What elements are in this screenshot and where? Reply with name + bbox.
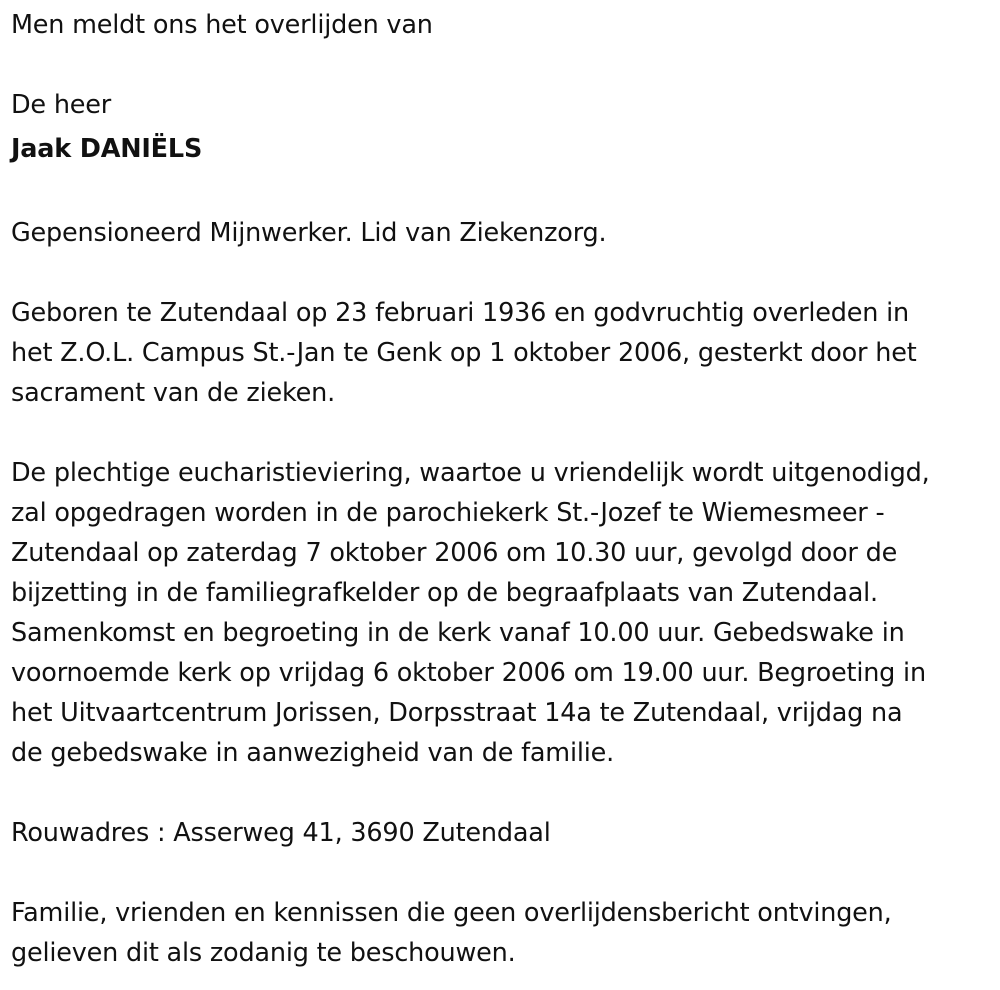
paragraph-line: gelieven dit als zodanig te beschouwen. <box>11 938 516 968</box>
occupation-text: Gepensioneerd Mijnwerker. Lid van Ziekenzorg. <box>11 218 607 248</box>
paragraph-line: Zutendaal op zaterdag 7 oktober 2006 om 10.30 uur, gevolgd door de <box>11 538 898 568</box>
intro-text: Men meldt ons het overlijden van <box>11 10 433 40</box>
salutation-text: De heer <box>11 90 112 120</box>
birth-death-paragraph <box>11 293 991 413</box>
paragraph-line: zal opgedragen worden in de parochiekerk St.-Jozef te Wiemesmeer - <box>11 498 885 528</box>
closing-paragraph <box>11 893 991 973</box>
paragraph-line: sacrament van de zieken. <box>11 378 335 408</box>
spacer <box>11 45 991 85</box>
paragraph-line: Familie, vrienden en kennissen die geen overlijdensbericht ontvingen, <box>11 898 892 928</box>
paragraph-line: De plechtige eucharistieviering, waartoe u vriendelijk wordt uitgenodigd, <box>11 458 930 488</box>
mourning-address: Rouwadres : Asserweg 41, 3690 Zutendaal <box>11 818 551 848</box>
paragraph-line: bijzetting in de familiegrafkelder op de begraafplaats van Zutendaal. <box>11 578 878 608</box>
obituary-document <box>11 5 991 973</box>
spacer <box>11 853 991 893</box>
deceased-name: Jaak DANIËLS <box>11 134 203 164</box>
paragraph-line: het Z.O.L. Campus St.-Jan te Genk op 1 oktober 2006, gesterkt door het <box>11 338 917 368</box>
ceremony-paragraph <box>11 453 991 773</box>
paragraph-line: Samenkomst en begroeting in de kerk vanaf 10.00 uur. Gebedswake in <box>11 618 905 648</box>
spacer <box>11 773 991 813</box>
paragraph-line: Geboren te Zutendaal op 23 februari 1936 en godvruchtig overleden in <box>11 298 909 328</box>
paragraph-line: de gebedswake in aanwezigheid van de familie. <box>11 738 614 768</box>
paragraph-line: het Uitvaartcentrum Jorissen, Dorpsstraat 14a te Zutendaal, vrijdag na <box>11 698 903 728</box>
spacer <box>11 253 991 293</box>
paragraph-line: voornoemde kerk op vrijdag 6 oktober 2006 om 19.00 uur. Begroeting in <box>11 658 926 688</box>
spacer <box>11 173 991 213</box>
spacer <box>11 413 991 453</box>
